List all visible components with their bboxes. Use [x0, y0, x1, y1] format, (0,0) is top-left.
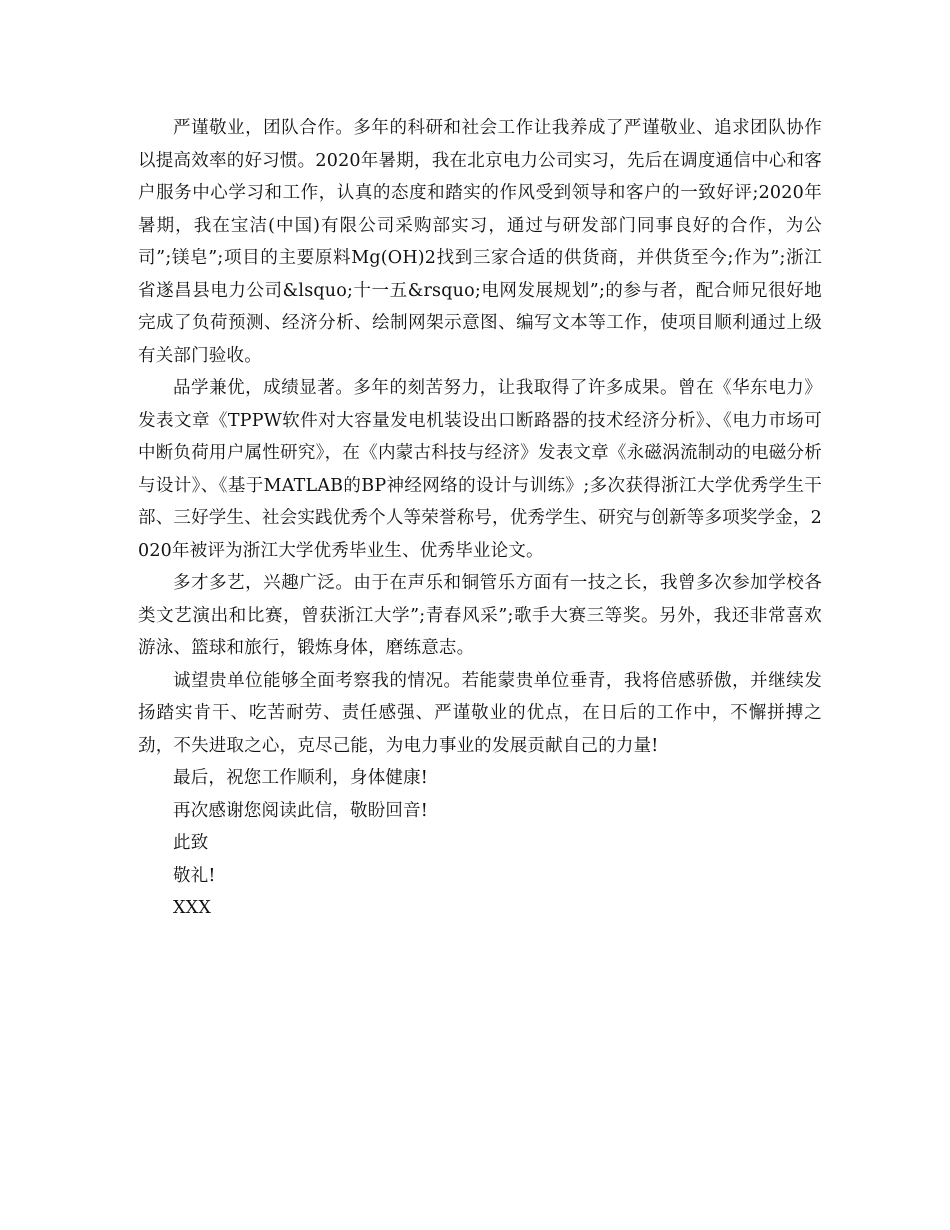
closing-thanks: 再次感谢您阅读此信，敬盼回音! — [173, 800, 429, 821]
signature: XXX — [173, 898, 211, 918]
closing-regards: 敬礼! — [173, 865, 216, 886]
letter-body — [138, 112, 822, 925]
closing-salutation: 此致 — [173, 833, 209, 853]
paragraph-teamwork: 严谨敬业，团队合作。多年的科研和社会工作让我养成了严谨敬业、追求团队协作以提高效率的好习惯。2020年暑期，我在北京电力公司实习，先后在调度通信中心和客户服务中心学习和工作，认真的态度和踏实的作风受到领导和客户的一致好评;2020年暑期，我在宝洁(中国)有限公司采购部实习，通过与研发部门同事良好的合作，为公司”;镁皂”;项目的主要原料Mg(OH)2找到三家合适的供货商，并供货至今;作为”;浙江省遂昌县电力公司&lsquo;十一五&rsquo;电网发展规划”;的参与者，配合师兄很好地完成了负荷预测、经济分析、绘制网架示意图、编写文本等工作，使项目顺利通过上级有关部门验收。 — [138, 118, 822, 366]
paragraph-achievements: 品学兼优，成绩显著。多年的刻苦努力，让我取得了许多成果。曾在《华东电力》发表文章《TPPW软件对大容量发电机装设出口断路器的技术经济分析》、《电力市场可中断负荷用户属性研究》，在《内蒙古科技与经济》发表文章《永磁涡流制动的电磁分析与设计》、《基于MATLAB的BP神经网络的设计与训练》;多次获得浙江大学优秀学生干部、三好学生、社会实践优秀个人等荣誉称号，优秀学生、研究与创新等多项奖学金，2020年被评为浙江大学优秀毕业生、优秀毕业论文。 — [138, 378, 822, 561]
closing-wishes: 最后，祝您工作顺利，身体健康! — [173, 768, 429, 788]
paragraph-request: 诚望贵单位能够全面考察我的情况。若能蒙贵单位垂青，我将倍感骄傲，并继续发扬踏实肯干、吃苦耐劳、责任感强、严谨敬业的优点，在日后的工作中，不懈拼搏之劲，不失进取之心，克尽己能，为电力事业的发展贡献自己的力量! — [138, 670, 822, 756]
paragraph-hobbies: 多才多艺，兴趣广泛。由于在声乐和铜管乐方面有一技之长，我曾多次参加学校各类文艺演出和比赛，曾获浙江大学”;青春风采”;歌手大赛三等奖。另外，我还非常喜欢游泳、篮球和旅行，锻炼身体，磨练意志。 — [138, 573, 822, 658]
